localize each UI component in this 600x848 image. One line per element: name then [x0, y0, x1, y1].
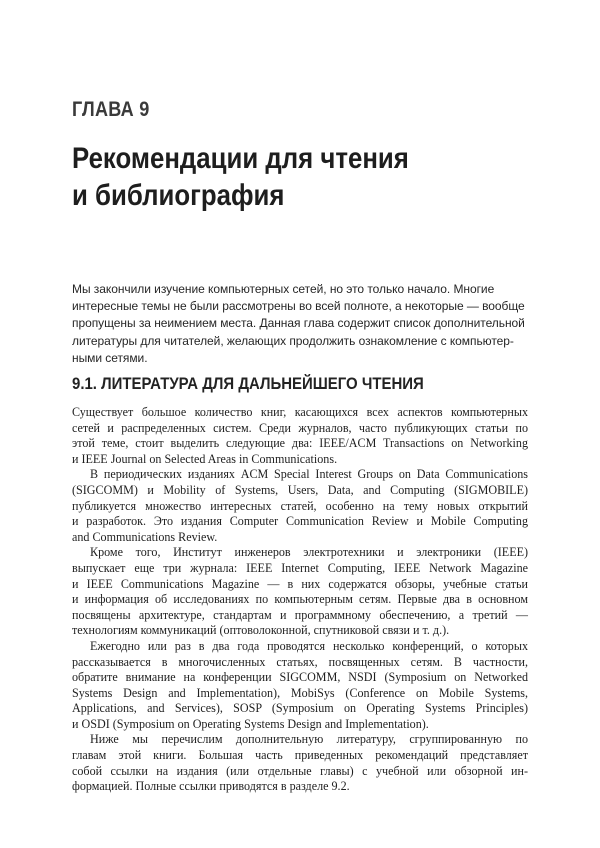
body-line: и IEEE Journal on Selected Areas in Communications.: [72, 451, 338, 466]
body-line: и информация об исследованиях по компьютерным сетям. Первые два в основном: [72, 592, 528, 607]
body-line: технологиям коммуникаций (оптоволоконной, спутниковой связи и т. д.).: [72, 623, 450, 638]
intro-line: интересные темы не были рассмотрены во всей полноте, а некоторые — вообще: [72, 299, 525, 314]
body-line: выпускает еще три журнала: IEEE Internet Computing, IEEE Network Magazine: [72, 560, 528, 575]
chapter-title: [72, 140, 502, 214]
body-line: сетей и распределенных систем. Среди журналов, часто публикующих статьи по: [72, 420, 528, 435]
body-line: В периодических изданиях ACM Special Interest Groups on Data Communications: [90, 467, 528, 482]
body-line: and Communications Review.: [72, 529, 218, 544]
body-line: этой теме, стоит выделить следующие два: IEEE/ACM Transactions on Networking: [72, 436, 528, 451]
section-heading: 9.1. ЛИТЕРАТУРА ДЛЯ ДАЛЬНЕЙШЕГО ЧТЕНИЯ: [72, 374, 424, 393]
chapter-title-line: Рекомендации для чтения: [72, 142, 409, 175]
intro-line: пропущены за неимением места. Данная глава содержит список дополнительной: [72, 316, 525, 331]
intro-line: Мы закончили изучение компьютерных сетей, но это только начало. Многие: [72, 282, 495, 296]
body-line: Ниже мы перечислим дополнительную литературу, сгруппированную по: [90, 732, 528, 747]
body-line: публикуется множество интересных статей, особенно на тему новых открытий: [72, 498, 528, 513]
body-line: посвящены архитектуре, стандартам и программному обеспечению, а третий —: [72, 607, 528, 622]
intro-line: литературы для читателей, желающих продолжить ознакомление с компьютер-: [72, 333, 514, 348]
body-line: и разработок. Это издания Computer Communication Review и Mobile Computing: [72, 514, 528, 529]
body-line: Applications, and Services), SOSP (Symposium on Operating Systems Principles): [72, 701, 528, 716]
body-line: рассказывается в многочисленных статьях, посвященных сетям. В частности,: [72, 654, 528, 669]
body-line: (SIGCOMM) и Mobility of Systems, Users, Data, and Computing (SIGMOBILE): [72, 482, 528, 497]
body-line: Кроме того, Институт инженеров электротехники и электроники (IEEE): [90, 545, 528, 560]
body-line: формацией. Полные ссылки приводятся в разделе 9.2.: [72, 779, 350, 794]
body-line: собой ссылки на издания (или отдельные главы) с учебной или обзорной ин-: [72, 763, 528, 778]
body-line: обратите внимание на конференции SIGCOMM, NSDI (Symposium on Networked: [72, 670, 528, 685]
chapter-title-line: и библиография: [72, 179, 285, 212]
body-line: Systems Design and Implementation), MobiSys (Conference on Mobile Systems,: [72, 685, 528, 700]
body-line: и OSDI (Symposium on Operating Systems Design and Implementation).: [72, 716, 429, 731]
body-line: главам этой книги. Большая часть приведенных рекомендаций представляет: [72, 748, 528, 763]
chapter-label: ГЛАВА 9: [72, 98, 150, 121]
body-line: Ежегодно или раз в два года проводятся несколько конференций, о которых: [90, 638, 528, 653]
chapter-intro: [72, 281, 528, 367]
body-line: Существует большое количество книг, касающихся всех аспектов компьютерных: [72, 405, 528, 419]
section-body: [72, 405, 528, 795]
intro-line: ными сетями.: [72, 350, 148, 365]
body-line: и IEEE Communications Magazine — в них содержатся обзоры, учебные статьи: [72, 576, 528, 591]
